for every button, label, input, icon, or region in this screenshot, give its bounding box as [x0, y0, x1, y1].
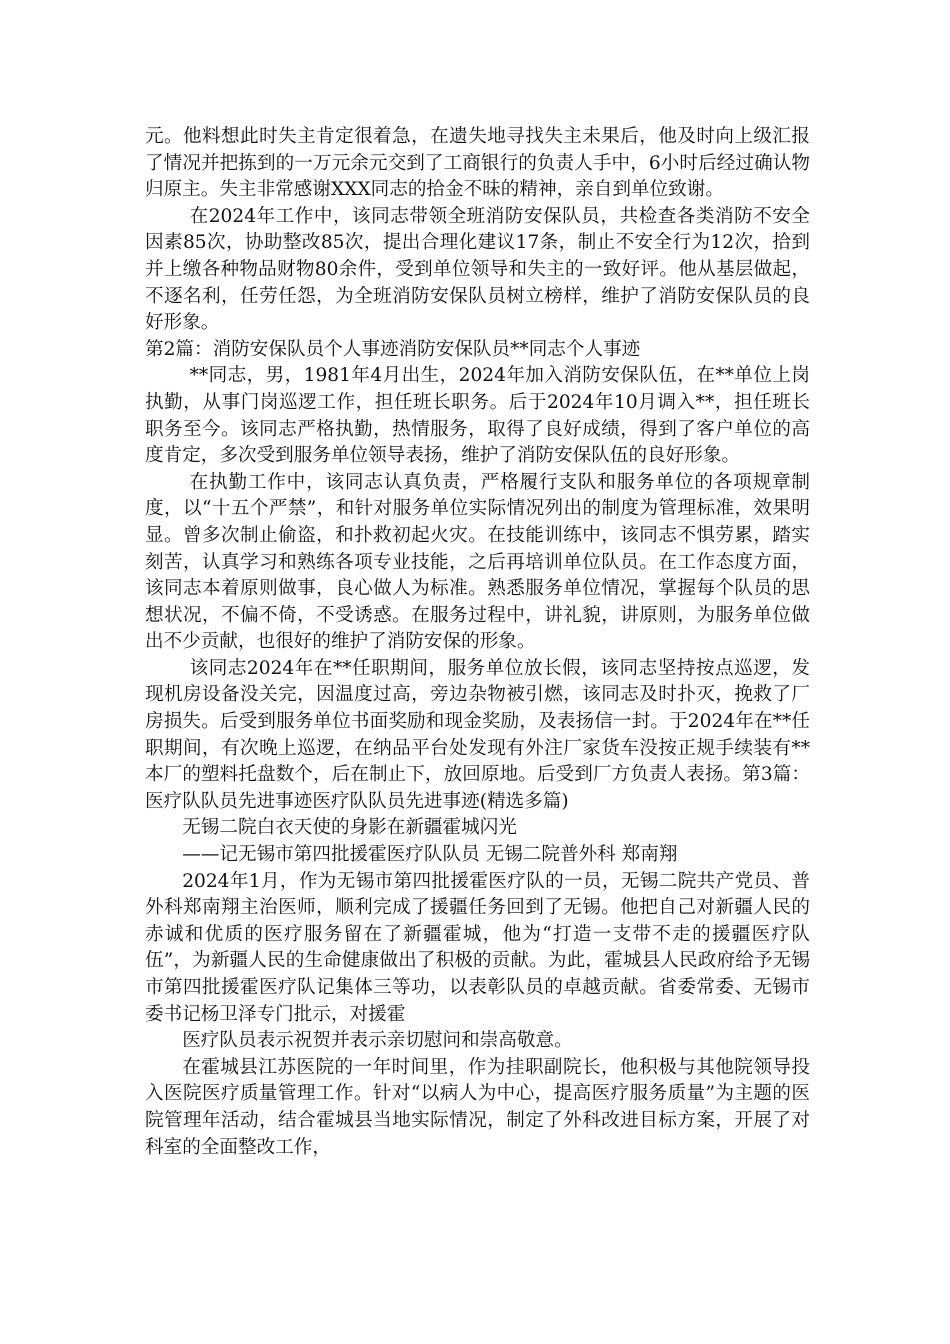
paragraph-4: **同志，男，1981年4月出生，2024年加入消防安保队伍，在**单位上岗执勤，从事门岗巡逻工作，担任班长职务。后于2024年10月调入**，担任班长职务至今。该同志严格执勤，热情服务，取得了良好成绩，得到了客户单位的高度肯定，多次受到服务单位领导表扬，维护了消防安保队伍的良好形象。	[145, 365, 810, 467]
section-heading-2: 第2篇：消防安保队员个人事迹消防安保队员**同志个人事迹	[145, 338, 641, 360]
paragraph-2: 在2024年工作中，该同志带领全班消防安保队员，共检查各类消防不安全因素85次，协助整改85次，提出合理化建议17条，制止不安全行为12次，拾到并上缴各种物品财物80余件，受到单位领导和失主的一致好评。他从基层做起，不逐名利，任劳任怨，为全班消防安保队员树立榜样，维护了消防安保队员的良好形象。	[145, 205, 810, 334]
article-subtitle: ——记无锡市第四批援霍医疗队队员 无锡二院普外科 郑南翔	[182, 844, 678, 866]
paragraph-1: 元。他料想此时失主肯定很着急，在遗失地寻找失主未果后，他及时向上级汇报了情况并把拣到的一万元余元交到了工商银行的负责人手中，6小时后经过确认物归原主。失主非常感谢XXX同志的拾金不昧的精神，亲自到单位致谢。	[145, 126, 810, 201]
paragraph-6: 该同志2024年在**任职期间，服务单位放长假，该同志坚持按点巡逻，发现机房设备没关完，因温度过高，旁边杂物被引燃，该同志及时扑灭，挽救了厂房损失。后受到服务单位书面奖励和现金奖励，及表扬信一封。于2024年在**任职期间，有次晚上巡逻，在纳品平台处发现有外注厂家货车没按正规手续装有**本厂的塑料托盘数个，后在制止下，放回原地。后受到厂方负责人表扬。第3篇：医疗队队员先进事迹医疗队队员先进事迹(精选多篇)	[145, 657, 810, 812]
paragraph-9: 2024年1月，作为无锡市第四批援霍医疗队的一员，无锡二院共产党员、普外科郑南翔主治医师，顺利完成了援疆任务回到了无锡。他把自己对新疆人民的赤诚和优质的医疗服务留在了新疆霍城，他为“打造一支带不走的援疆医疗队伍”，为新疆人民的生命健康做出了积极的贡献。为此，霍城县人民政府给予无锡市第四批援霍医疗队记集体三等功，以表彰队员的卓越贡献。省委常委、无锡市委书记杨卫泽专门批示，对援霍	[145, 870, 810, 1025]
paragraph-11: 在霍城县江苏医院的一年时间里，作为挂职副院长，他积极与其他院领导投入医院医疗质量管理工作。针对“以病人为中心，提高医疗服务质量”为主题的医院管理年活动，结合霍城县当地实际情况，制定了外科改进目标方案，开展了对科室的全面整改工作，	[145, 1056, 810, 1158]
article-title: 无锡二院白衣天使的身影在新疆霍城闪光	[182, 817, 517, 839]
paragraph-5: 在执勤工作中，该同志认真负责，严格履行支队和服务单位的各项规章制度，以“十五个严禁”，和针对服务单位实际情况列出的制度为管理标准，效果明显。曾多次制止偷盗，和扑救初起火灾。在技能训练中，该同志不惧劳累，踏实刻苦，认真学习和熟练各项专业技能，之后再培训单位队员。在工作态度方面，该同志本着原则做事，良心做人为标准。熟悉服务单位情况，掌握每个队员的思想状况，不偏不倚，不受诱惑。在服务过程中，讲礼貌，讲原则，为服务单位做出不少贡献，也很好的维护了消防安保的形象。	[145, 471, 810, 653]
paragraph-10: 医疗队员表示祝贺并表示亲切慰问和崇高敬意。	[182, 1030, 573, 1052]
document-body	[145, 124, 810, 1161]
